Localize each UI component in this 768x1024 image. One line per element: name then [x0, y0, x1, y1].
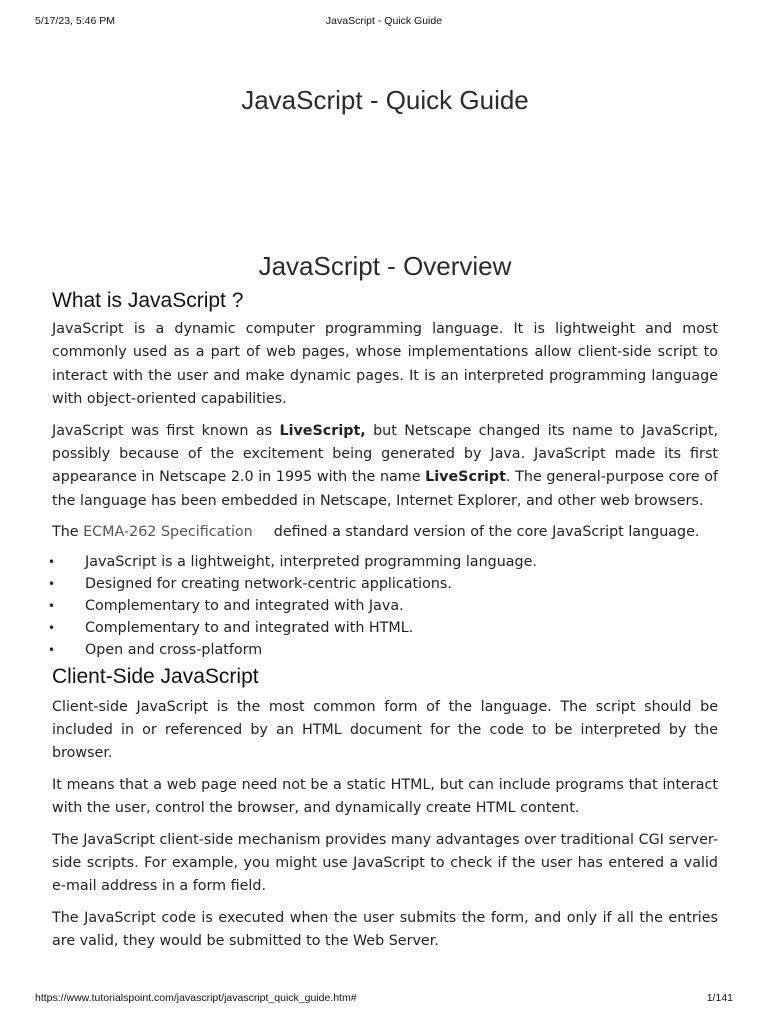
- list-item: [48, 617, 718, 639]
- bold-term: LiveScript: [425, 469, 506, 486]
- paragraph: The JavaScript code is executed when the user submits the form, and only if all the entries are valid, they would be submitted to the Web Server.: [52, 909, 718, 950]
- list-item-text: Complementary to and integrated with Java.: [85, 598, 404, 615]
- list-item: [48, 573, 718, 595]
- text-run: . The general-purpose core of the language has been embedded in Netscape, Internet Explorer, and other web browsers.: [52, 469, 719, 509]
- list-item-text: Open and cross-platform: [85, 642, 263, 659]
- page-number: 1/141: [706, 992, 733, 1004]
- bullet-icon: •: [48, 643, 56, 658]
- section-heading-what-is: What is JavaScript ?: [52, 289, 244, 312]
- print-header: [35, 15, 733, 29]
- bullet-icon: •: [48, 576, 56, 591]
- list-item: [48, 551, 718, 573]
- paragraph: Client-side JavaScript is the most common form of the language. The script should be included in or referenced by an HTML document for the code to be interpreted by the browser.: [52, 698, 718, 762]
- text-run: The: [52, 524, 84, 541]
- text-run: JavaScript was first known as: [52, 422, 280, 439]
- paragraph: The JavaScript client-side mechanism provides many advantages over traditional CGI server-side scripts. For example, you might use JavaScript to check if the user has entered a valid e-mail address in a form field.: [52, 831, 718, 895]
- print-url: https://www.tutorialspoint.com/javascript/javascript_quick_guide.htm#: [35, 992, 357, 1004]
- paragraph: It means that a web page need not be a static HTML, but can include programs that interact with the user, control the browser, and dynamically create HTML content.: [52, 776, 718, 817]
- paragraph: [52, 420, 718, 514]
- bold-term: LiveScript,: [279, 422, 366, 439]
- chapter-title: JavaScript - Overview: [258, 251, 512, 281]
- list-item-text: Designed for creating network-centric applications.: [85, 575, 452, 592]
- text-run: but Netscape changed its name to JavaScript, possibly because of the excitement being generated by Java. JavaScript made its first appearance in Netscape 2.0 in 1995 with the name: [52, 422, 718, 486]
- list-item: [48, 595, 718, 617]
- print-title: JavaScript - Quick Guide: [325, 15, 443, 27]
- bullet-icon: •: [48, 554, 56, 569]
- list-item: [48, 639, 718, 661]
- page-title: JavaScript - Quick Guide: [241, 85, 529, 115]
- bullet-icon: •: [48, 599, 56, 614]
- print-datetime: 5/17/23, 5:46 PM: [35, 15, 115, 27]
- document-content: [48, 80, 719, 954]
- paragraph: [52, 521, 718, 544]
- feature-list: [48, 551, 718, 662]
- text-run: defined a standard version of the core JavaScript language.: [273, 524, 700, 541]
- paragraph: JavaScript is a dynamic computer programming language. It is lightweight and most commonly used as a part of web pages, whose implementations allow client-side script to interact with the user and make dynamic pages. It is an interpreted programming language with object-oriented capabilities.: [52, 321, 718, 408]
- section-heading-client-side: Client-Side JavaScript: [52, 664, 259, 688]
- print-footer: [35, 992, 733, 1006]
- ecma-spec-link[interactable]: ECMA-262 Specification: [83, 524, 253, 541]
- list-item-text: JavaScript is a lightweight, interpreted programming language.: [85, 553, 537, 570]
- list-item-text: Complementary to and integrated with HTML.: [85, 620, 414, 637]
- bullet-icon: •: [48, 621, 56, 636]
